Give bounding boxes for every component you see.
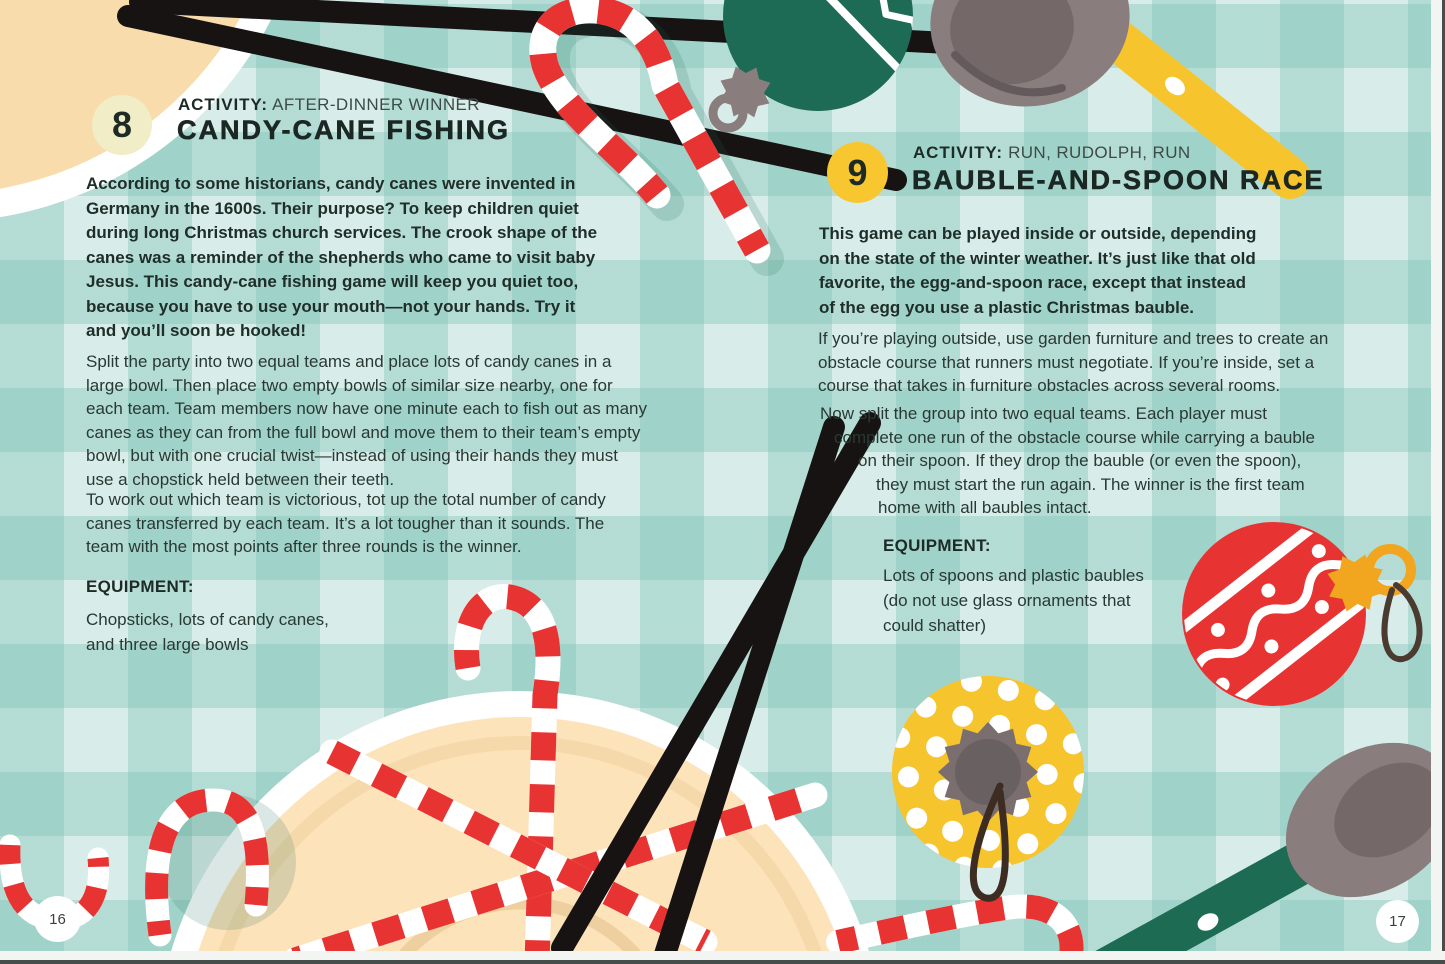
activity-kicker [178,95,480,115]
activity-title: BAUBLE-AND-SPOON RACE [912,165,1325,195]
paragraph-line: they must start the run again. The winner is the first team [876,474,1305,494]
paragraph-line: Germany in the 1600s. Their purpose? To keep children quiet [86,198,579,218]
equipment-line: Lots of spoons and plastic baubles [883,566,1144,585]
paragraph-line: team with the most points after three rounds is the winner. [86,537,522,556]
equipment-line: (do not use glass ornaments that [883,591,1131,610]
equipment-list [86,607,329,657]
body-paragraph [86,350,647,491]
page-edge-bottom-border [0,960,1445,964]
body-paragraph [818,327,1328,398]
activity-kicker-text: AFTER-DINNER WINNER [267,95,480,114]
intro-paragraph [819,222,1256,320]
activity-kicker [913,143,1191,163]
paragraph-line: because you have to use your mouth—not your hands. Try it [86,296,576,316]
paragraph-line: bowl, but with one crucial twist—instead of using their hands they must [86,446,618,465]
activity-title: CANDY-CANE FISHING [177,115,511,145]
activity-number-badge: 8 [92,95,152,155]
equipment-list [883,563,1144,638]
activity-kicker-label: ACTIVITY: [178,95,268,114]
page-edge-right [1431,0,1442,964]
paragraph-line: on the state of the winter weather. It’s just like that old [819,248,1256,268]
equipment-heading: EQUIPMENT: [883,536,991,555]
paragraph-line: Now split the group into two equal teams. Each player must [820,404,1267,423]
equipment-heading: EQUIPMENT: [86,577,194,596]
page-number-right: 17 [1376,900,1419,943]
body-paragraph [820,402,1315,520]
paragraph-line: To work out which team is victorious, tot up the total number of candy [86,490,606,509]
paragraph-line: course that takes in furniture obstacles across several rooms. [818,376,1281,395]
paragraph-line: If you’re playing outside, use garden furniture and trees to create an [818,329,1329,348]
equipment-line: Chopsticks, lots of candy canes, [86,610,329,629]
page-number-left: 16 [34,896,81,942]
page-edge-bottom [0,951,1445,960]
paragraph-line: obstacle course that runners must negotiate. If you’re inside, set a [818,352,1315,372]
paragraph-line: This game can be played inside or outside, depending [819,224,1257,243]
paragraph-line: each team. Team members now have one minute each to fish out as many [86,399,647,418]
activity-kicker-text: RUN, RUDOLPH, RUN [1002,143,1191,162]
activity-kicker-label: ACTIVITY: [913,143,1003,162]
intro-paragraph [86,172,597,344]
paragraph-line: on their spoon. If they drop the bauble (or even the spoon), [858,451,1302,470]
paragraph-line: during long Christmas church services. The crook shape of the [86,223,598,242]
paragraph-line: home with all baubles intact. [878,498,1092,517]
paragraph-line: of the egg you use a plastic Christmas bauble. [819,297,1195,317]
paragraph-line: and you’ll soon be hooked! [86,321,307,340]
activity-number-badge: 9 [827,142,888,203]
paragraph-line: favorite, the egg-and-spoon race, except that instead [819,273,1246,292]
paragraph-line: Jesus. This candy-cane fishing game will keep you quiet too, [86,272,579,291]
body-paragraph [86,488,606,559]
paragraph-line: canes was a reminder of the shepherds who came to visit baby [86,247,596,267]
paragraph-line: canes transferred by each team. It’s a lot tougher than it sounds. The [86,513,605,533]
paragraph-line: Split the party into two equal teams and place lots of candy canes in a [86,352,612,371]
paragraph-line: According to some historians, candy canes were invented in [86,174,576,193]
paragraph-line: complete one run of the obstacle course while carrying a bauble [834,427,1316,447]
equipment-line: could shatter) [883,616,986,635]
equipment-line: and three large bowls [86,635,249,654]
paragraph-line: use a chopstick held between their teeth. [86,469,395,489]
paragraph-line: large bowl. Then place two empty bowls of similar size nearby, one for [86,375,613,395]
paragraph-line: canes as they can from the full bowl and move them to their team’s empty [86,422,641,442]
